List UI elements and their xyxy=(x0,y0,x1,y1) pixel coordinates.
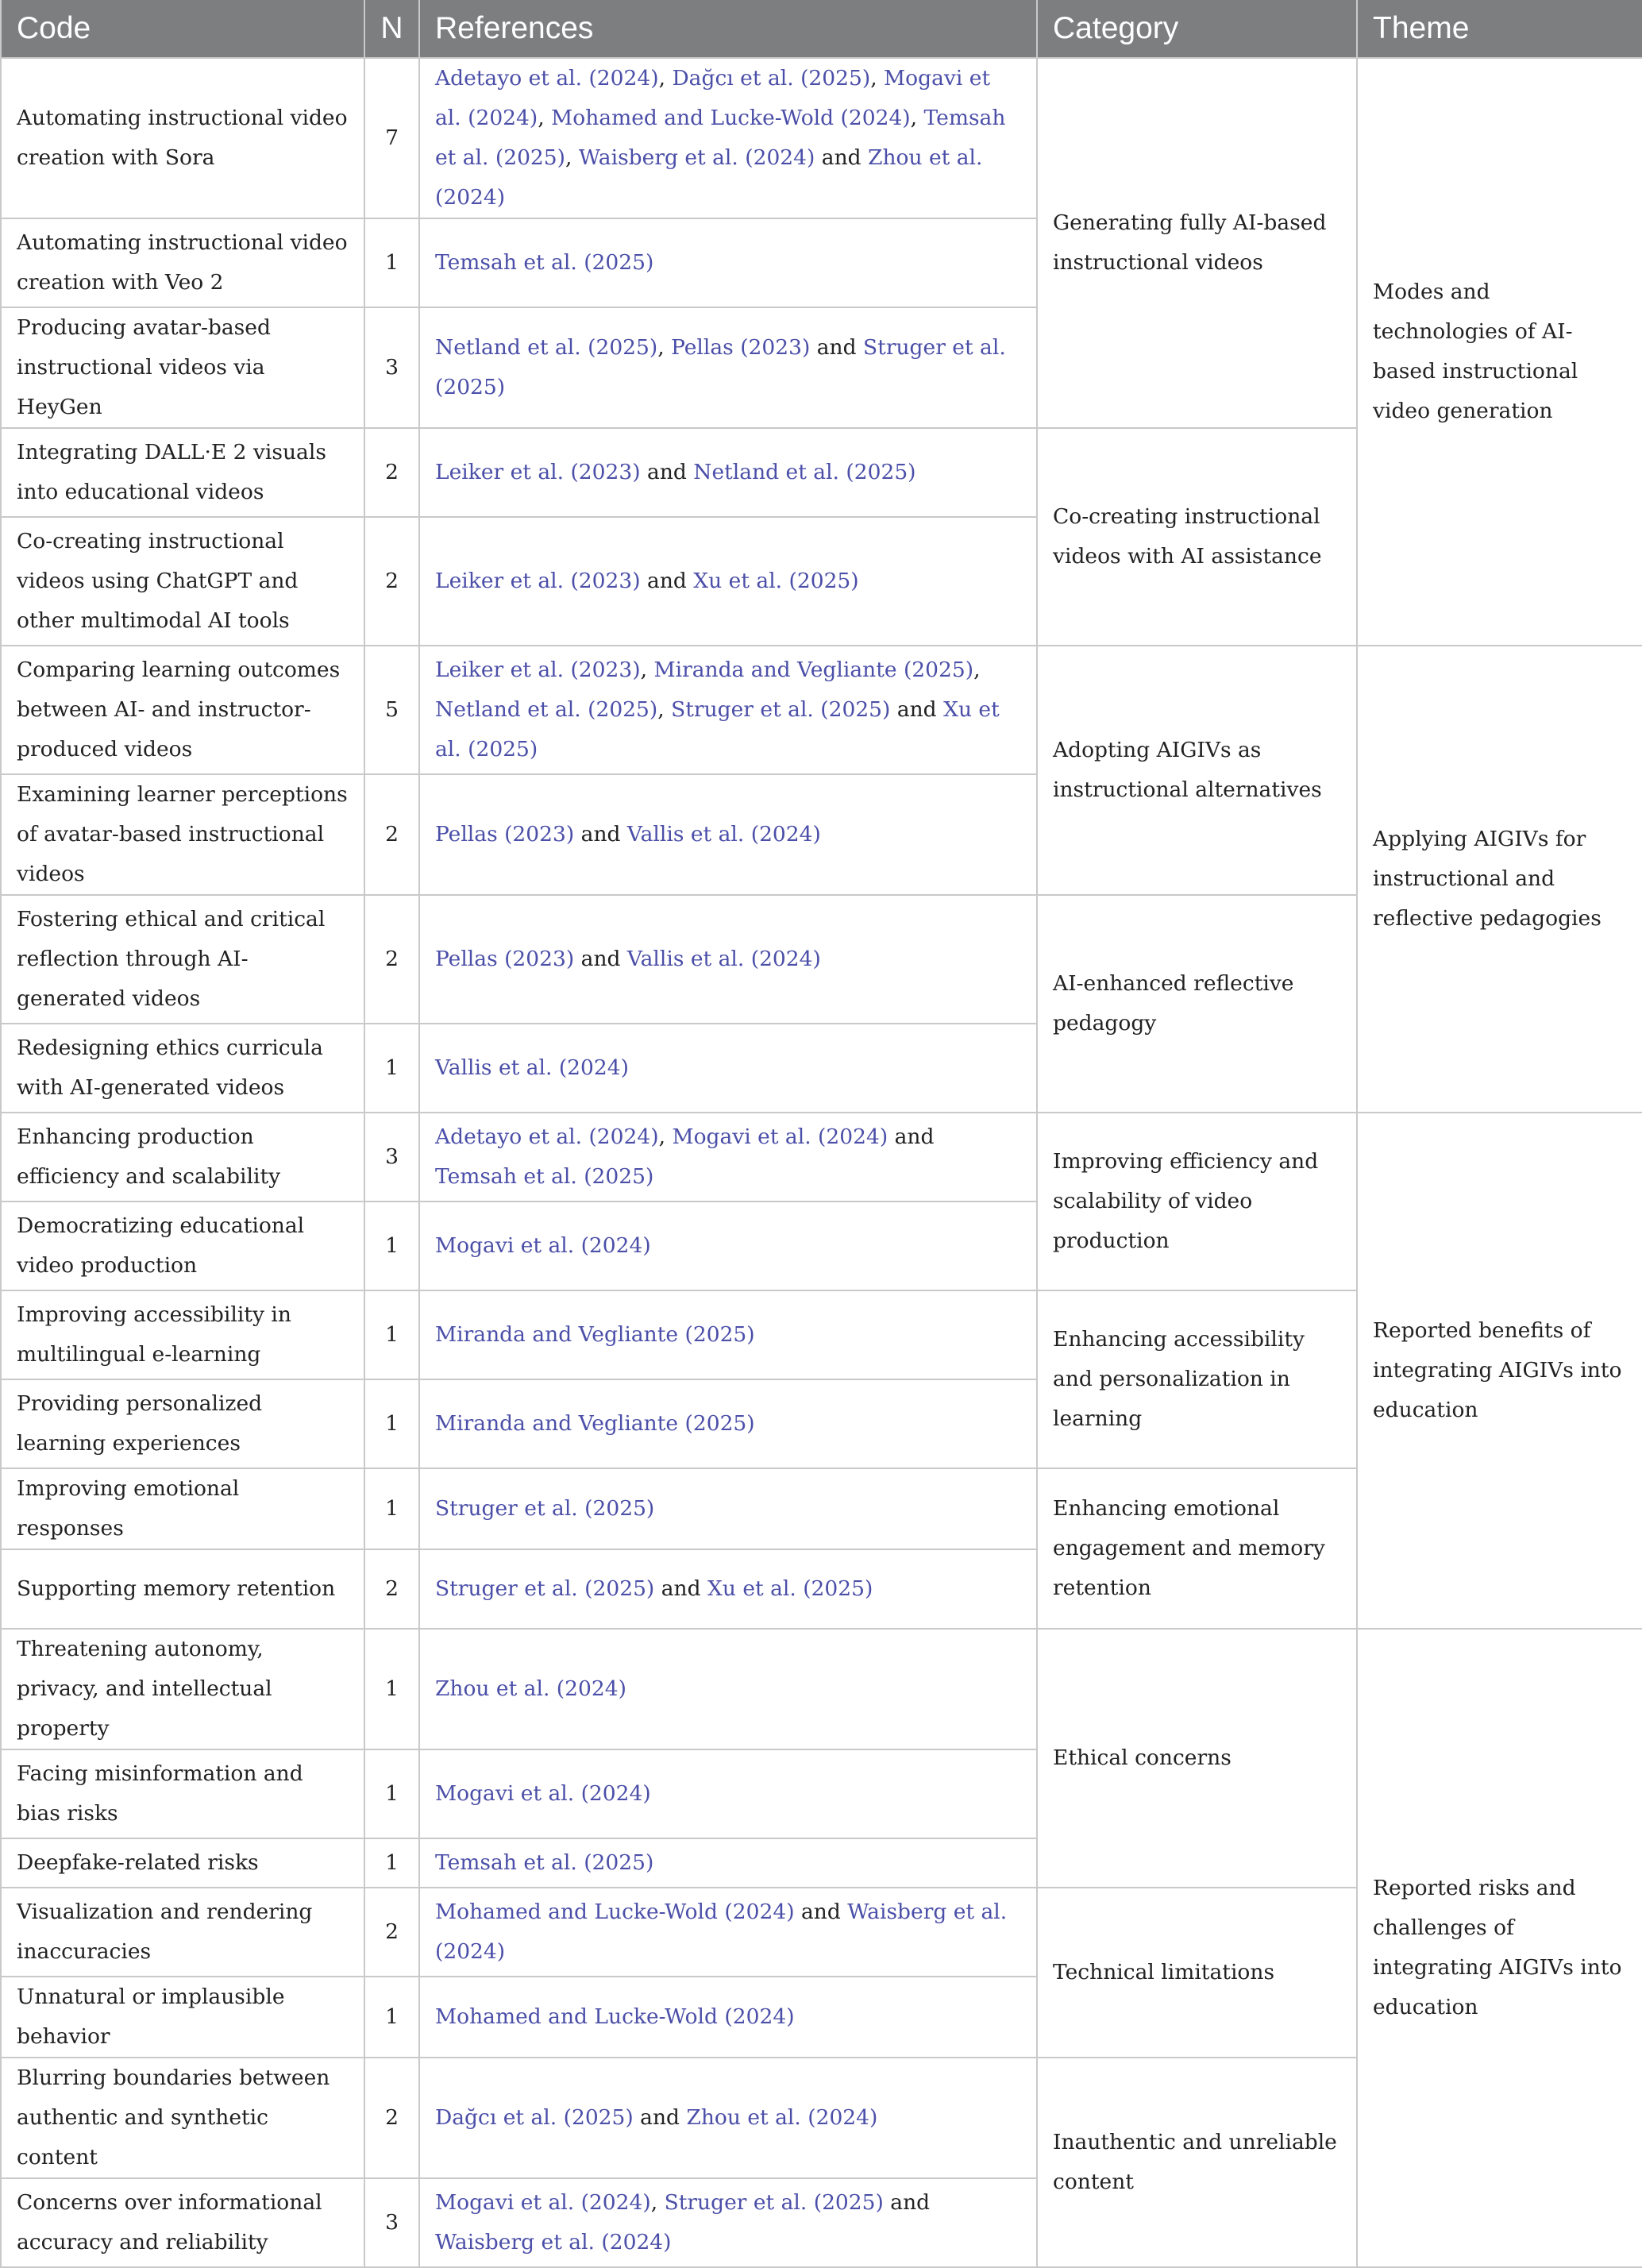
reference-link[interactable]: Mogavi et al. (2024) xyxy=(435,1781,651,1806)
category-cell: AI-enhanced reflective pedagogy xyxy=(1037,895,1357,1113)
n-cell: 1 xyxy=(364,1024,419,1113)
n-cell: 5 xyxy=(364,646,419,774)
reference-link[interactable]: Xu et al. (2025) xyxy=(435,697,1000,762)
reference-link[interactable]: Waisberg et al. (2024) xyxy=(435,1900,1008,1964)
code-cell: Automating instructional video creation with Veo 2 xyxy=(1,218,364,307)
n-cell: 1 xyxy=(364,1290,419,1379)
n-cell: 3 xyxy=(364,1113,419,1202)
code-cell: Blurring boundaries between authentic and synthetic content xyxy=(1,2058,364,2178)
reference-separator: and xyxy=(654,1576,707,1601)
references-cell xyxy=(419,1113,1037,1202)
references-cell xyxy=(419,1549,1037,1629)
reference-link[interactable]: Temsah et al. (2025) xyxy=(435,106,1006,170)
category-cell: Co-creating instructional videos with AI assistance xyxy=(1037,428,1357,646)
reference-link[interactable]: Miranda and Vegliante (2025) xyxy=(653,658,974,682)
category-cell: Enhancing emotional engagement and memory retention xyxy=(1037,1468,1357,1629)
header-row xyxy=(1,0,1642,58)
n-cell: 1 xyxy=(364,1977,419,2058)
references-cell xyxy=(419,1838,1037,1888)
category-cell: Ethical concerns xyxy=(1037,1629,1357,1888)
table-row xyxy=(1,646,1642,774)
reference-link[interactable]: Dağcı et al. (2025) xyxy=(435,2105,634,2130)
reference-separator: and xyxy=(574,822,627,847)
reference-separator: , xyxy=(538,106,552,130)
references-cell xyxy=(419,1379,1037,1468)
reference-link[interactable]: Leiker et al. (2023) xyxy=(435,658,641,682)
theme-cell: Reported risks and challenges of integrating AIGIVs into education xyxy=(1357,1629,1642,2267)
reference-link[interactable]: Leiker et al. (2023) xyxy=(435,569,641,593)
reference-link[interactable]: Vallis et al. (2024) xyxy=(435,1055,629,1080)
reference-separator: , xyxy=(657,697,672,722)
code-cell: Democratizing educational video production xyxy=(1,1202,364,1290)
code-cell: Producing avatar-based instructional videos via HeyGen xyxy=(1,307,364,428)
reference-link[interactable]: Xu et al. (2025) xyxy=(707,1576,873,1601)
n-cell: 1 xyxy=(364,1202,419,1290)
n-cell: 1 xyxy=(364,1749,419,1838)
code-cell: Facing misinformation and bias risks xyxy=(1,1749,364,1838)
code-cell: Enhancing production efficiency and scalability xyxy=(1,1113,364,1202)
n-cell: 3 xyxy=(364,307,419,428)
references-cell xyxy=(419,774,1037,895)
reference-separator: and xyxy=(815,145,869,170)
category-cell: Enhancing accessibility and personalization in learning xyxy=(1037,1290,1357,1468)
references-cell xyxy=(419,895,1037,1024)
reference-link[interactable]: Mohamed and Lucke-Wold (2024) xyxy=(435,1900,795,1924)
code-cell: Threatening autonomy, privacy, and intellectual property xyxy=(1,1629,364,1749)
reference-link[interactable]: Leiker et al. (2023) xyxy=(435,460,641,484)
reference-link[interactable]: Dağcı et al. (2025) xyxy=(672,66,871,91)
references-cell xyxy=(419,2178,1037,2267)
reference-separator: , xyxy=(658,1124,673,1149)
code-cell: Examining learner perceptions of avatar-based instructional videos xyxy=(1,774,364,895)
n-cell: 2 xyxy=(364,774,419,895)
reference-link[interactable]: Waisberg et al. (2024) xyxy=(578,145,815,170)
n-cell: 2 xyxy=(364,2058,419,2178)
reference-separator: , xyxy=(658,66,673,91)
reference-link[interactable]: Zhou et al. (2024) xyxy=(435,1676,626,1701)
header-references: References xyxy=(419,0,1037,58)
reference-separator: and xyxy=(633,2105,687,2130)
references-cell xyxy=(419,2058,1037,2178)
reference-link[interactable]: Temsah et al. (2025) xyxy=(435,1850,654,1875)
reference-separator: , xyxy=(650,2190,665,2215)
reference-link[interactable]: Vallis et al. (2024) xyxy=(626,822,821,847)
reference-link[interactable]: Xu et al. (2025) xyxy=(693,569,859,593)
references-cell xyxy=(419,1749,1037,1838)
reference-separator: , xyxy=(870,66,885,91)
category-cell: Generating fully AI-based instructional videos xyxy=(1037,58,1357,428)
reference-link[interactable]: Struger et al. (2025) xyxy=(435,335,1006,399)
reference-link[interactable]: Struger et al. (2025) xyxy=(435,1496,655,1521)
table-row xyxy=(1,58,1642,218)
reference-link[interactable]: Pellas (2023) xyxy=(435,947,575,971)
reference-separator: and xyxy=(640,460,694,484)
reference-link[interactable]: Pellas (2023) xyxy=(671,335,811,360)
n-cell: 1 xyxy=(364,218,419,307)
references-cell xyxy=(419,1468,1037,1549)
reference-separator: and xyxy=(888,1124,935,1149)
reference-separator: , xyxy=(973,658,981,682)
reference-separator: , xyxy=(640,658,654,682)
category-cell: Inauthentic and unreliable content xyxy=(1037,2058,1357,2267)
reference-link[interactable]: Mogavi et al. (2024) xyxy=(435,1233,651,1258)
reference-link[interactable]: Mohamed and Lucke-Wold (2024) xyxy=(435,2004,795,2029)
n-cell: 1 xyxy=(364,1838,419,1888)
n-cell: 2 xyxy=(364,895,419,1024)
references-cell xyxy=(419,1977,1037,2058)
reference-link[interactable]: Mogavi et al. (2024) xyxy=(435,66,991,130)
reference-link[interactable]: Mohamed and Lucke-Wold (2024) xyxy=(551,106,911,130)
code-cell: Fostering ethical and critical reflection through AI-generated videos xyxy=(1,895,364,1024)
code-cell: Visualization and rendering inaccuracies xyxy=(1,1888,364,1977)
category-cell: Technical limitations xyxy=(1037,1888,1357,2058)
reference-separator: and xyxy=(883,2190,931,2215)
reference-link[interactable]: Struger et al. (2025) xyxy=(435,1576,655,1601)
references-cell xyxy=(419,1888,1037,1977)
theme-cell: Reported benefits of integrating AIGIVs into education xyxy=(1357,1113,1642,1629)
reference-link[interactable]: Struger et al. (2025) xyxy=(671,697,891,722)
reference-separator: and xyxy=(794,1900,848,1924)
references-cell xyxy=(419,517,1037,646)
code-cell: Concerns over informational accuracy and reliability xyxy=(1,2178,364,2267)
header-n: N xyxy=(364,0,419,58)
code-cell: Providing personalized learning experiences xyxy=(1,1379,364,1468)
reference-link[interactable]: Zhou et al. (2024) xyxy=(435,145,983,210)
code-cell: Redesigning ethics curricula with AI-generated videos xyxy=(1,1024,364,1113)
code-cell: Automating instructional video creation with Sora xyxy=(1,58,364,218)
header-category: Category xyxy=(1037,0,1357,58)
reference-link[interactable]: Temsah et al. (2025) xyxy=(435,1164,654,1189)
n-cell: 7 xyxy=(364,58,419,218)
theme-cell: Modes and technologies of AI-based instructional video generation xyxy=(1357,58,1642,646)
reference-separator: , xyxy=(657,335,672,360)
references-cell xyxy=(419,1202,1037,1290)
n-cell: 1 xyxy=(364,1379,419,1468)
reference-link[interactable]: Netland et al. (2025) xyxy=(435,335,658,360)
n-cell: 2 xyxy=(364,1549,419,1629)
table-row xyxy=(1,1629,1642,1749)
reference-link[interactable]: Pellas (2023) xyxy=(435,822,575,847)
references-cell xyxy=(419,1629,1037,1749)
reference-link[interactable]: Mogavi et al. (2024) xyxy=(672,1124,888,1149)
reference-link[interactable]: Netland et al. (2025) xyxy=(693,460,916,484)
category-cell: Adopting AIGIVs as instructional alternatives xyxy=(1037,646,1357,895)
table-body xyxy=(1,58,1642,2267)
reference-separator: and xyxy=(640,569,694,593)
header-code: Code xyxy=(1,0,364,58)
reference-separator: and xyxy=(810,335,864,360)
references-cell xyxy=(419,307,1037,428)
reference-link[interactable]: Zhou et al. (2024) xyxy=(686,2105,878,2130)
table-row xyxy=(1,1113,1642,1202)
code-cell: Integrating DALL·E 2 visuals into educational videos xyxy=(1,428,364,517)
reference-link[interactable]: Netland et al. (2025) xyxy=(435,697,658,722)
reference-link[interactable]: Waisberg et al. (2024) xyxy=(435,2230,672,2254)
reference-separator: , xyxy=(910,106,924,130)
reference-link[interactable]: Temsah et al. (2025) xyxy=(435,250,654,275)
reference-link[interactable]: Miranda and Vegliante (2025) xyxy=(435,1322,755,1347)
code-cell: Co-creating instructional videos using ChatGPT and other multimodal AI tools xyxy=(1,517,364,646)
reference-link[interactable]: Vallis et al. (2024) xyxy=(626,947,821,971)
n-cell: 2 xyxy=(364,517,419,646)
code-cell: Improving emotional responses xyxy=(1,1468,364,1549)
references-cell xyxy=(419,58,1037,218)
n-cell: 2 xyxy=(364,428,419,517)
reference-link[interactable]: Adetayo et al. (2024) xyxy=(435,1124,659,1149)
reference-separator: and xyxy=(890,697,944,722)
code-cell: Comparing learning outcomes between AI- and instructor-produced videos xyxy=(1,646,364,774)
n-cell: 1 xyxy=(364,1468,419,1549)
header-theme: Theme xyxy=(1357,0,1642,58)
reference-separator: and xyxy=(574,947,627,971)
theme-cell: Applying AIGIVs for instructional and reflective pedagogies xyxy=(1357,646,1642,1113)
reference-link[interactable]: Miranda and Vegliante (2025) xyxy=(435,1411,755,1436)
references-cell xyxy=(419,646,1037,774)
references-cell xyxy=(419,1290,1037,1379)
code-cell: Unnatural or implausible behavior xyxy=(1,1977,364,2058)
n-cell: 3 xyxy=(364,2178,419,2267)
n-cell: 1 xyxy=(364,1629,419,1749)
code-cell: Supporting memory retention xyxy=(1,1549,364,1629)
reference-link[interactable]: Struger et al. (2025) xyxy=(664,2190,884,2215)
code-cell: Deepfake-related risks xyxy=(1,1838,364,1888)
reference-link[interactable]: Adetayo et al. (2024) xyxy=(435,66,659,91)
references-cell xyxy=(419,1024,1037,1113)
n-cell: 2 xyxy=(364,1888,419,1977)
references-cell xyxy=(419,428,1037,517)
category-cell: Improving efficiency and scalability of video production xyxy=(1037,1113,1357,1290)
reference-separator: , xyxy=(565,145,579,170)
references-cell xyxy=(419,218,1037,307)
code-cell: Improving accessibility in multilingual e-learning xyxy=(1,1290,364,1379)
reference-link[interactable]: Mogavi et al. (2024) xyxy=(435,2190,651,2215)
